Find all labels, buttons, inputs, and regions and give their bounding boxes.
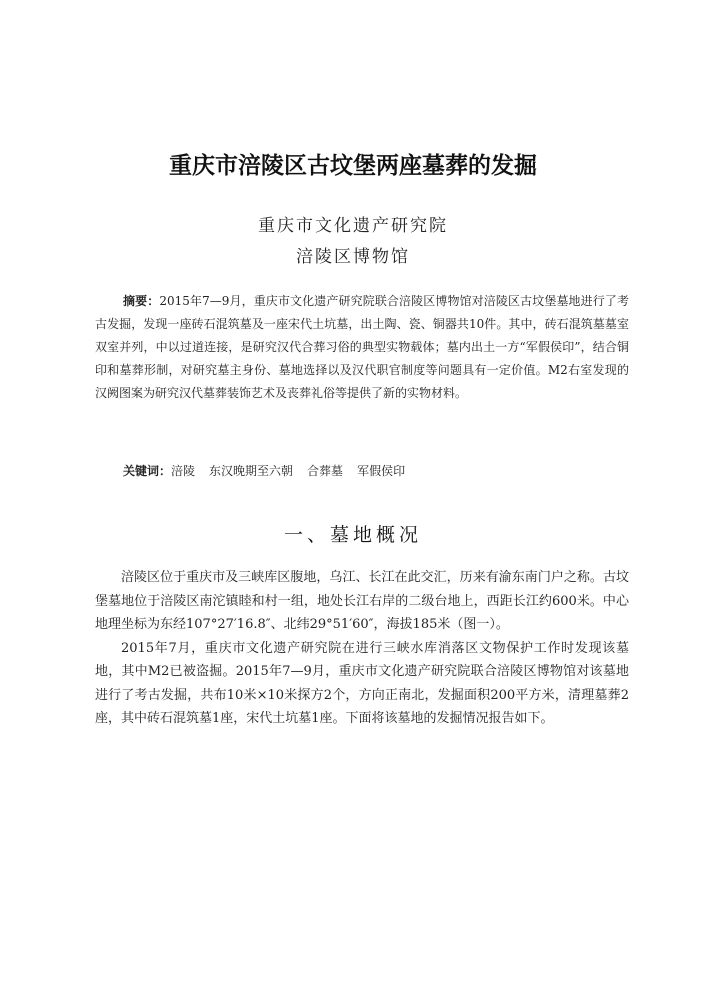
abstract-paragraph — [95, 290, 629, 405]
keyword-item: 合葬墓 — [307, 464, 344, 478]
affiliation-1: 重庆市文化遗产研究院 — [258, 216, 448, 236]
abstract-text: 2015年7—9月，重庆市文化遗产研究院联合涪陵区博物馆对涪陵区古坟堡墓地进行了考古发掘，发现一座砖石混筑墓及一座宋代土坑墓，出土陶、瓷、铜器共10件。其中，砖石混筑墓墓室双室并列，中以过道连接，是研究汉代合葬习俗的典型实物载体；墓内出土一方“军假侯印”，结合铜印和墓葬形制，对研究墓主身份、墓地选择以及汉代职官制度等问题具有一定价值。M2右室发现的汉阙图案为研究汉代墓葬装饰艺术及丧葬礼俗等提供了新的实物材料。 — [95, 294, 629, 400]
keyword-item: 军假侯印 — [357, 464, 406, 478]
abstract — [95, 290, 629, 405]
body-paragraph-1: 涪陵区位于重庆市及三峡库区腹地，乌江、长江在此交汇，历来有渝东南门户之称。古坟堡墓地位于涪陵区南沱镇睦和村一组，地处长江右岸的二级台地上，西距长江约600米。中心地理坐标为东经107°27′16.8″、北纬29°51′60″，海拔185米（图一）。 — [95, 570, 629, 632]
keyword-item: 涪陵 — [171, 464, 196, 478]
section-body — [95, 566, 629, 731]
section-heading: 一、墓地概况 — [283, 524, 422, 546]
abstract-label: 摘要： — [123, 294, 160, 308]
keywords — [95, 460, 629, 483]
body-paragraph-2: 2015年7月，重庆市文化遗产研究院在进行三峡水库消落区文物保护工作时发现该墓地，其中M2已被盗掘。2015年7—9月，重庆市文化遗产研究院联合涪陵区博物馆对该墓地进行了考古发掘，共布10米×10米探方2个，方向正南北，发掘面积200平方米，清理墓葬2座，其中砖石混筑墓1座，宋代土坑墓1座。下面将该墓地的发掘情况报告如下。 — [95, 640, 629, 726]
affiliation-2: 涪陵区博物馆 — [296, 247, 410, 267]
keywords-label: 关键词： — [123, 464, 172, 478]
paper-title: 重庆市涪陵区古坟堡两座墓葬的发掘 — [169, 152, 537, 179]
keyword-item: 东汉晚期至六朝 — [209, 464, 294, 478]
